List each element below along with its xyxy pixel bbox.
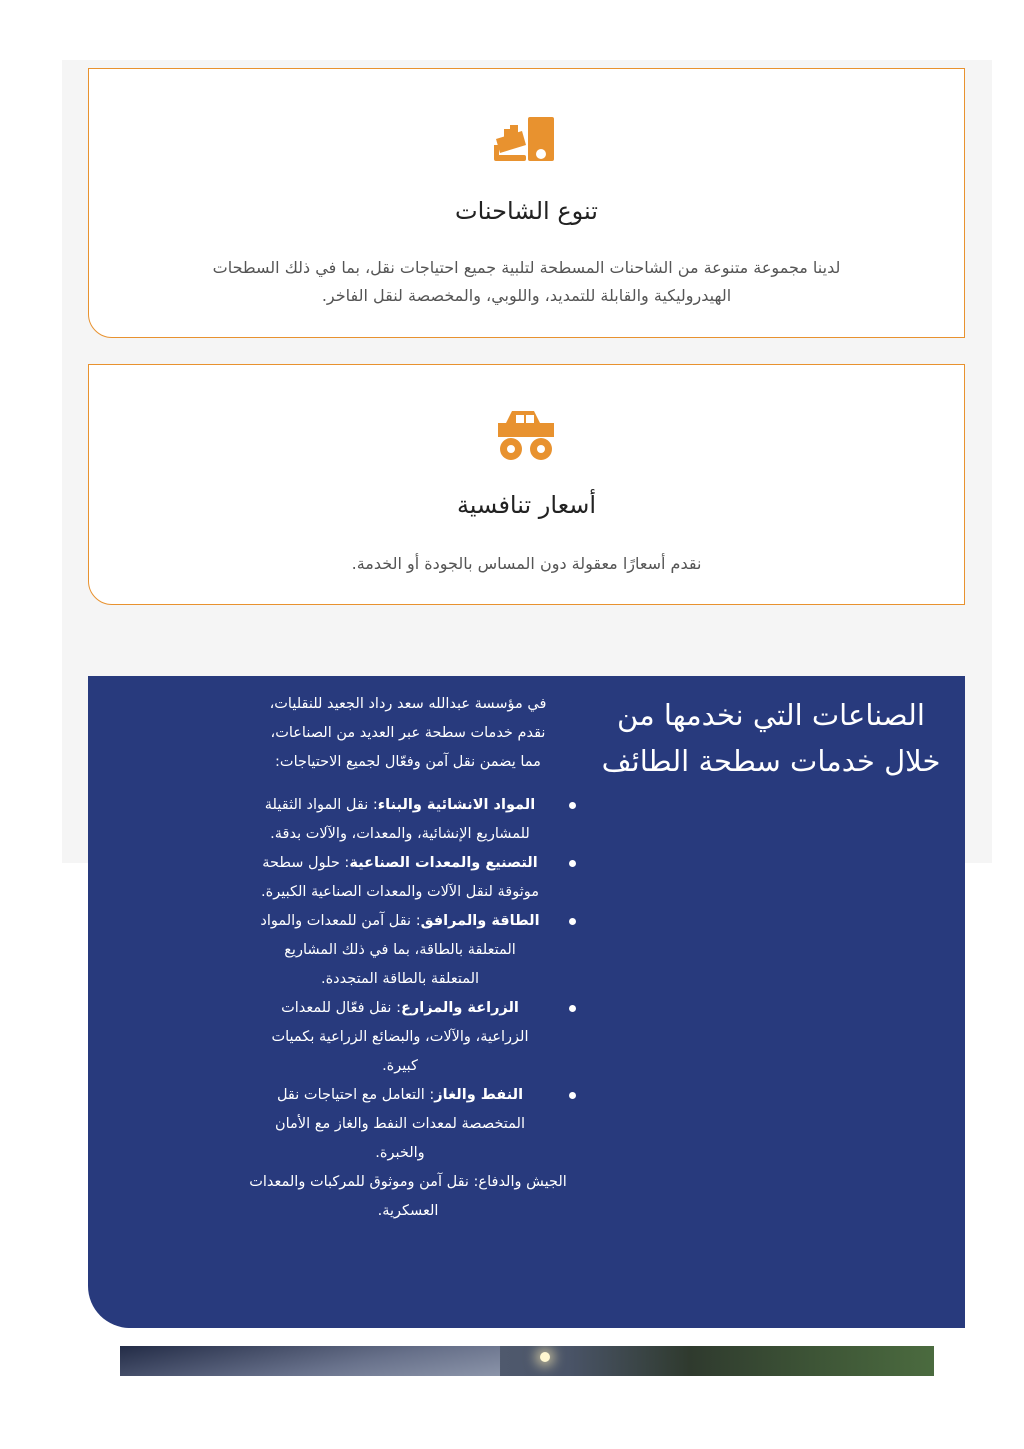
list-item: المواد الانشائية والبناء: نقل المواد الثقيلة للمشاريع الإنشائية، والمعدات، والآلات بدقة. — [228, 791, 588, 849]
night-truck-photo — [120, 1346, 934, 1376]
industries-panel — [88, 676, 965, 1328]
list-item: الطاقة والمرافق: نقل آمن للمعدات والمواد المتعلقة بالطاقة، بما في ذلك المشاريع المتعلقة بالطاقة المتجددة. — [228, 907, 588, 994]
list-item: التصنيع والمعدات الصناعية: حلول سطحة موثوقة لنقل الآلات والمعدات الصناعية الكبيرة. — [228, 849, 588, 907]
industries-heading: الصناعات التي نخدمها من خلال خدمات سطحة الطائف — [601, 698, 941, 778]
street-lamp-light — [540, 1352, 550, 1362]
feature-card-truck-variety — [88, 68, 965, 338]
hand-truck-icon — [492, 115, 562, 171]
card-title: أسعار تنافسية — [456, 491, 597, 519]
card-title: تنوع الشاحنات — [455, 197, 598, 225]
industries-footer: الجيش والدفاع: نقل آمن وموثوق للمركبات والمعدات العسكرية. — [249, 1174, 567, 1219]
industries-list — [228, 791, 588, 1168]
card-description: نقدم أسعارًا معقولة دون المساس بالجودة أو الخدمة. — [351, 554, 702, 573]
list-item: النفط والغاز: التعامل مع احتياجات نقل المتخصصة لمعدات النفط والغاز مع الأمان والخبرة. — [228, 1081, 588, 1168]
card-description: لدينا مجموعة متنوعة من الشاحنات المسطحة لتلبية جميع احتياجات نقل، بما في ذلك السطحات الهيدروليكية والقابلة للتمديد، واللوبي، والمخصصة لنقل الفاخر. — [212, 258, 841, 305]
industries-content — [228, 690, 588, 1226]
monster-truck-icon — [492, 407, 562, 463]
industries-intro: في مؤسسة عبدالله سعد رداد الجعيد للنقليات، نقدم خدمات سطحة عبر العديد من الصناعات، مما يضمن نقل آمن وفعّال لجميع الاحتياجات: — [269, 696, 547, 770]
list-item: الزراعة والمزارع: نقل فعّال للمعدات الزراعية، والآلات، والبضائع الزراعية بكميات كبيرة. — [228, 994, 588, 1081]
feature-card-competitive-prices — [88, 364, 965, 605]
photo-roof-shape — [120, 1346, 500, 1376]
